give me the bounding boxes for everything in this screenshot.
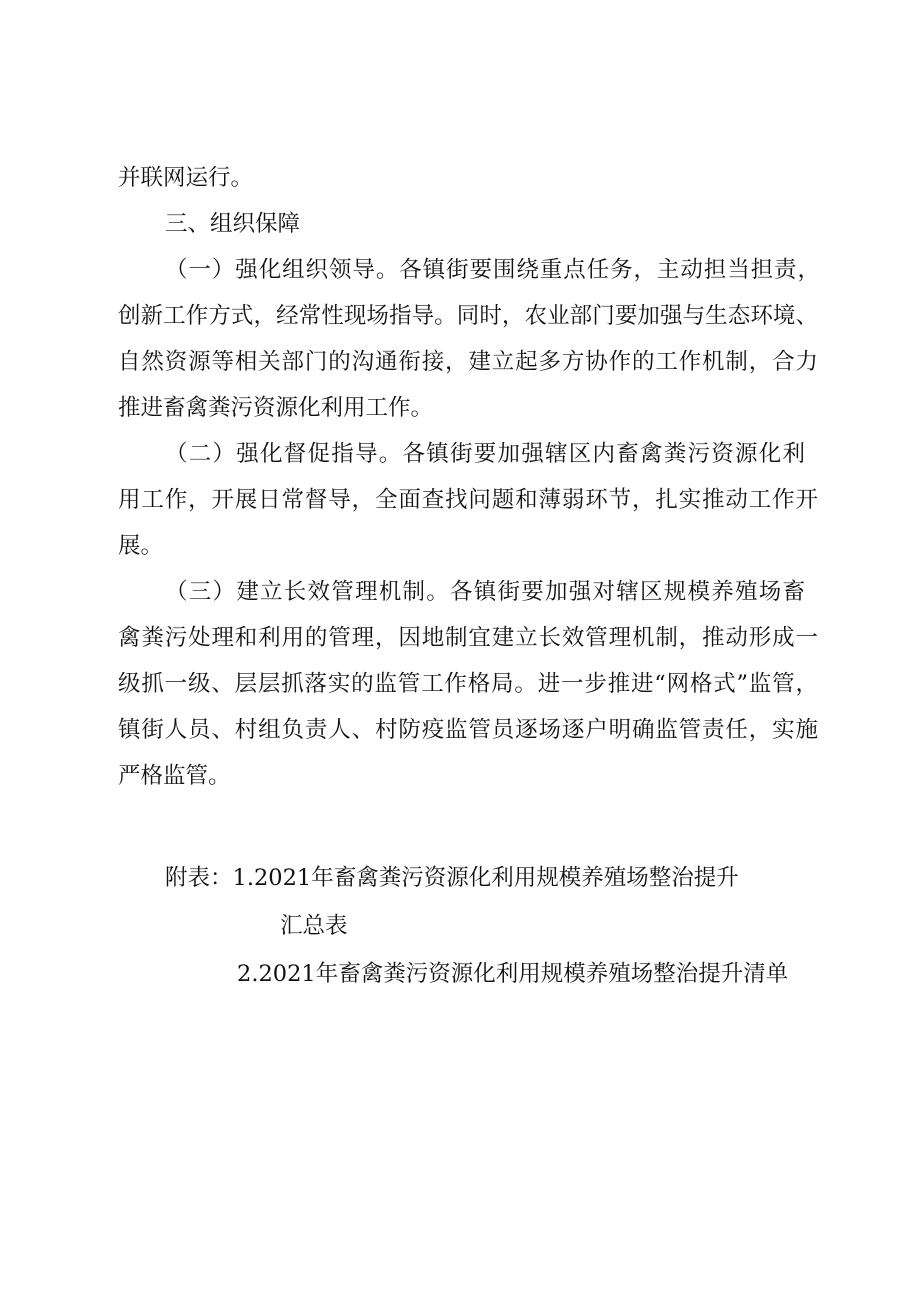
paragraph-line: （二）强化督促指导。各镇街要加强辖区内畜禽粪污资源化利 <box>165 441 805 467</box>
paragraph-line: 级抓一级、层层抓落实的监管工作格局。进一步推进“网格式”监管， <box>118 671 818 697</box>
paragraph-line: 创新工作方式，经常性现场指导。同时，农业部门要加强与生态环境、 <box>118 303 818 329</box>
paragraph-line: 推进畜禽粪污资源化利用工作。 <box>118 395 434 421</box>
paragraph-line: 用工作，开展日常督导，全面查找问题和薄弱环节，扎实推动工作开 <box>118 487 818 513</box>
paragraph-line: （一）强化组织领导。各镇街要围绕重点任务，主动担当担责， <box>165 257 820 283</box>
paragraph-line: 严格监管。 <box>118 763 231 789</box>
paragraph-line: （三）建立长效管理机制。各镇街要加强对辖区规模养殖场畜 <box>165 579 805 605</box>
paragraph-line: 并联网运行。 <box>118 165 254 191</box>
attachment-line: 汇总表 <box>280 913 348 939</box>
paragraph-line: 镇街人员、村组负责人、村防疫监管员逐场逐户明确监管责任，实施 <box>118 717 818 743</box>
attachment-line: 2.2021年畜禽粪污资源化利用规模养殖场整治提升清单 <box>237 961 789 987</box>
paragraph-line: 自然资源等相关部门的沟通衔接，建立起多方协作的工作机制，合力 <box>118 349 818 375</box>
paragraph-line: 展。 <box>118 533 164 559</box>
attachment-line: 附表：1.2021年畜禽粪污资源化利用规模养殖场整治提升 <box>165 865 739 891</box>
paragraph-line: 禽粪污处理和利用的管理，因地制宜建立长效管理机制，推动形成一 <box>118 625 818 651</box>
section-heading: 三、组织保障 <box>165 211 301 237</box>
